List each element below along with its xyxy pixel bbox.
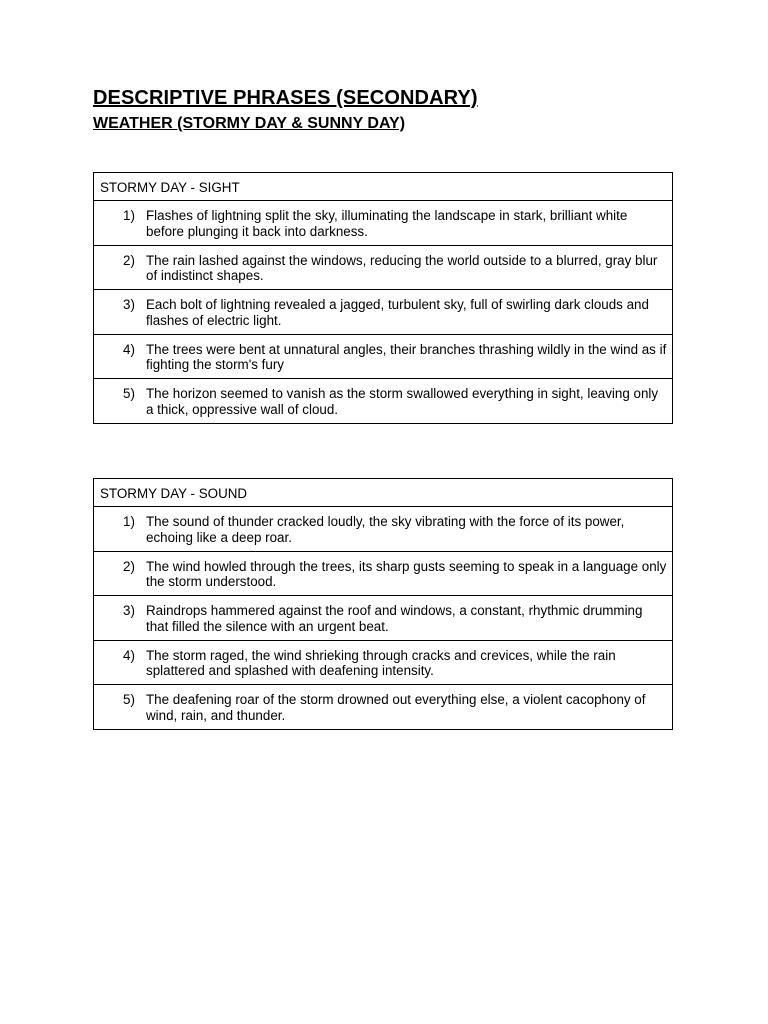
table-row bbox=[94, 640, 673, 685]
section-table-stormy-sound bbox=[93, 478, 673, 730]
item-number: 4) bbox=[123, 647, 135, 663]
item-text: The sound of thunder cracked loudly, the sky vibrating with the force of its power, echoing like a deep roar. bbox=[146, 514, 625, 545]
item-number: 3) bbox=[123, 297, 135, 312]
list-item bbox=[94, 692, 668, 723]
table-row bbox=[94, 379, 673, 424]
list-item bbox=[94, 208, 668, 239]
section-heading: STORMY DAY - SIGHT bbox=[94, 173, 673, 201]
table-row bbox=[94, 201, 673, 246]
list-item bbox=[94, 297, 668, 328]
item-number: 2) bbox=[123, 252, 135, 268]
item-text: The horizon seemed to vanish as the storm swallowed everything in sight, leaving only a thick, oppressive wall of cloud. bbox=[146, 386, 659, 417]
item-number: 3) bbox=[123, 603, 135, 618]
table-row bbox=[94, 685, 673, 730]
list-item bbox=[94, 559, 668, 590]
item-text: The wind howled through the trees, its sharp gusts seeming to speak in a language only the storm understood. bbox=[146, 558, 667, 589]
table-row bbox=[94, 596, 673, 641]
item-number: 1) bbox=[123, 514, 135, 529]
list-item bbox=[94, 386, 668, 417]
table-row bbox=[94, 334, 673, 379]
section-table-stormy-sight bbox=[93, 172, 673, 424]
table-row bbox=[94, 245, 673, 290]
item-number: 1) bbox=[123, 208, 135, 223]
item-number: 2) bbox=[123, 558, 135, 574]
item-text: Raindrops hammered against the roof and windows, a constant, rhythmic drumming that filled the silence with an urgent beat. bbox=[146, 603, 643, 634]
table-row bbox=[94, 507, 673, 552]
item-number: 5) bbox=[123, 386, 135, 401]
section-heading-row bbox=[94, 479, 673, 507]
list-item bbox=[94, 514, 668, 545]
document-subtitle: WEATHER (STORMY DAY & SUNNY DAY) bbox=[93, 115, 406, 132]
section-heading-row bbox=[94, 173, 673, 201]
item-text: Each bolt of lightning revealed a jagged, turbulent sky, full of swirling dark clouds and flashes of electric light. bbox=[146, 297, 649, 328]
list-item bbox=[94, 342, 668, 373]
item-text: The rain lashed against the windows, reducing the world outside to a blurred, gray blur of indistinct shapes. bbox=[146, 252, 658, 283]
item-number: 5) bbox=[123, 692, 135, 707]
item-text: The storm raged, the wind shrieking through cracks and crevices, while the rain splattered and splashed with deafening intensity. bbox=[146, 647, 616, 678]
list-item bbox=[94, 648, 668, 679]
item-text: Flashes of lightning split the sky, illuminating the landscape in stark, brilliant white before plunging it back into darkness. bbox=[146, 208, 628, 239]
item-number: 4) bbox=[123, 341, 135, 357]
document-title: DESCRIPTIVE PHRASES (SECONDARY) bbox=[93, 87, 478, 109]
list-item bbox=[94, 253, 668, 284]
table-row bbox=[94, 290, 673, 335]
table-row bbox=[94, 551, 673, 596]
item-text: The deafening roar of the storm drowned out everything else, a violent cacophony of wind, rain, and thunder. bbox=[146, 692, 646, 723]
item-text: The trees were bent at unnatural angles, their branches thrashing wildly in the wind as if fighting the storm's fury bbox=[146, 341, 667, 372]
section-heading: STORMY DAY - SOUND bbox=[94, 479, 673, 507]
list-item bbox=[94, 603, 668, 634]
